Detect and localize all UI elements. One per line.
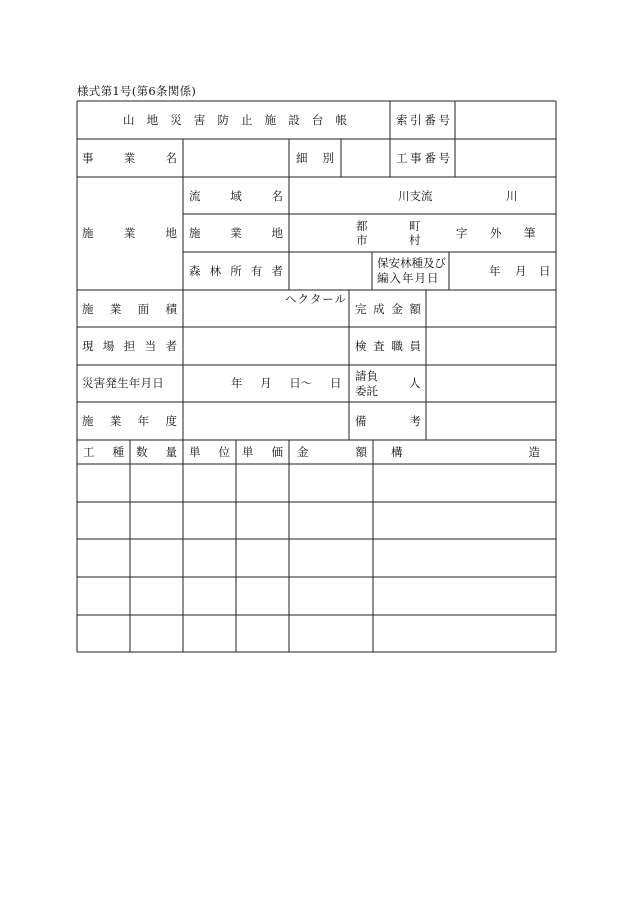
disaster-date-label: 災害発生年月日 [82,376,164,390]
reserve-label-line1: 保安林種及び [377,256,446,270]
reserve-year-char: 年 [489,264,501,278]
business-name-label: 事 業 名 [82,151,177,165]
column-header-unit-price: 単 価 [242,445,283,459]
site-label: 施 業 地 [82,226,177,240]
basin-branch-suffix: 川支流 [398,189,433,203]
column-header-amount: 金 額 [297,445,367,459]
column-header-unit: 単 位 [189,445,230,459]
contractor-line1: 請負 [355,369,378,383]
area-unit: ヘクタール [285,292,348,306]
remarks-label: 備 考 [355,414,421,428]
area-label: 施 業 面 積 [82,302,177,316]
site-manager-label: 現 場 担 当 者 [82,339,177,353]
inspector-label: 検 査 職 員 [355,339,421,353]
column-header-quantity: 数 量 [136,445,177,459]
contractor-person: 人 [409,376,421,390]
fiscal-year-label: 施 業 年 度 [82,414,177,428]
other-char: 外 [490,226,502,240]
reserve-month-char: 月 [515,264,527,278]
basin-river-suffix: 川 [506,189,518,203]
detail-label: 細 別 [296,151,334,165]
site-location-label: 施 業 地 [189,226,283,240]
completion-amount-label: 完 成 金 額 [355,302,421,316]
column-header-structure: 構 造 [391,445,540,459]
town-char: 町 [409,219,421,233]
index-number-label: 索 引 番 号 [396,113,450,127]
lot-char: 筆 [524,226,536,240]
ledger-title: 山 地 災 害 防 止 施 設 台 帳 [123,113,347,127]
disaster-date-range: 年 月 日〜 日 [231,376,342,390]
basin-label: 流 域 名 [189,189,283,203]
aza-char: 字 [456,226,468,240]
forest-owner-label: 森 林 所 有 者 [189,264,283,278]
city-char: 市 [356,233,368,247]
reserve-day-char: 日 [539,264,551,278]
reserve-label-line2: 編入年月日 [377,271,440,285]
form-title: 様式第1号(第6条関係) [77,84,197,98]
work-number-label: 工 事 番 号 [396,151,450,165]
prefecture-char: 都 [356,219,368,233]
column-header-work-type: 工 種 [83,445,124,459]
contractor-line2: 委託 [355,384,378,398]
village-char: 村 [409,233,421,247]
